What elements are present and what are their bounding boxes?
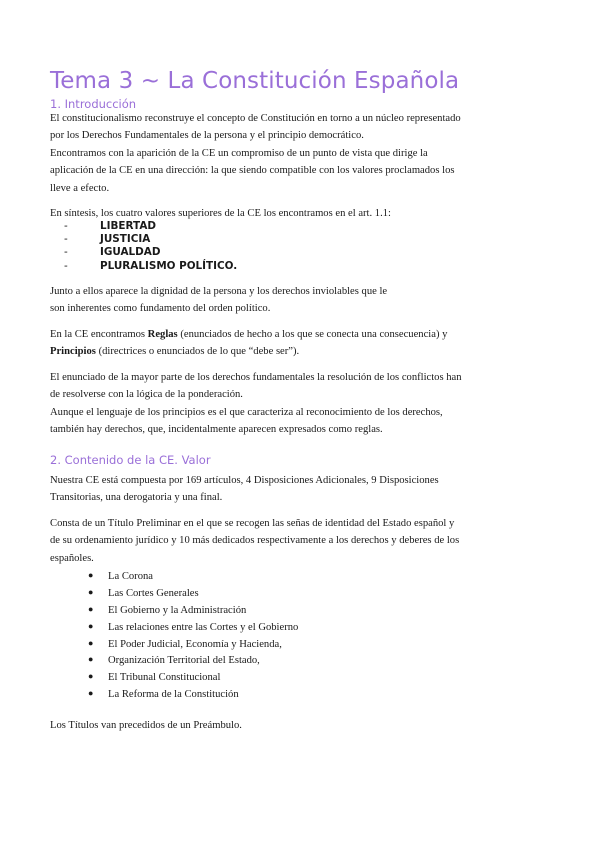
text-span: (enunciados de hecho a los que se conecta una consecuencia) y [177, 329, 448, 340]
list-item [88, 685, 298, 702]
list-item [88, 635, 298, 652]
paragraph-ponderacion [50, 369, 550, 439]
paragraph-dignidad [50, 283, 550, 318]
list-item-label: La Reforma de la Constitución [108, 689, 239, 701]
list-item [88, 601, 298, 618]
list-item [64, 260, 237, 273]
list-item-label: El Gobierno y la Administración [108, 604, 247, 616]
text-span: En la CE encontramos [50, 329, 148, 340]
list-item [88, 651, 298, 668]
bullet-marker: ● [88, 637, 94, 648]
text-line: lleve a efecto. [50, 182, 110, 194]
text-line: españoles. [50, 552, 94, 564]
text-span: (directrices o enunciados de lo que “debe ser”). [95, 346, 300, 358]
bold-term-reglas: Reglas [147, 329, 178, 340]
dash-marker: - [64, 233, 68, 246]
list-item-label: Las relaciones entre las Cortes y el Gobierno [108, 621, 299, 633]
bullet-marker: ● [88, 603, 94, 614]
list-item-label: Organización Territorial del Estado, [108, 655, 260, 667]
list-item-label: La Corona [108, 571, 154, 582]
bullet-marker: ● [88, 620, 94, 631]
dash-marker: - [64, 246, 68, 259]
text-line: Nuestra CE está compuesta por 169 artículos, 4 Disposiciones Adicionales, 9 Disposiciones [50, 475, 439, 486]
bold-term-principios: Principios [50, 346, 96, 358]
list-item [88, 668, 298, 685]
text-line: Encontramos con la aparición de la CE un compromiso de un punto de vista que dirige la [50, 147, 428, 159]
paragraph-composicion [50, 472, 550, 507]
bullet-marker: ● [88, 586, 94, 597]
list-item [88, 584, 298, 601]
list-item-label: PLURALISMO POLÍTICO. [100, 259, 238, 272]
text-line: de resolverse con la lógica de la ponderación. [50, 389, 243, 401]
list-item-label: LIBERTAD [100, 220, 156, 232]
paragraph-intro [50, 110, 550, 197]
text-line: también hay derechos, que, incidentalmente aparecen expresados como reglas. [50, 424, 383, 436]
bullet-marker: ● [88, 688, 94, 699]
titles-list [88, 567, 298, 702]
bullet-marker: ● [88, 654, 94, 665]
text-line: Consta de un Título Preliminar en el que se recogen las señas de identidad del Estado español y [50, 518, 455, 529]
dash-marker: - [64, 259, 68, 272]
section-heading-introduccion: 1. Introducción [50, 97, 137, 111]
list-item [88, 567, 298, 584]
text-line: Aunque el lenguaje de los principios es el que caracteriza al reconocimiento de los derechos, [50, 406, 443, 418]
list-item [88, 618, 298, 635]
paragraph-titulo-preliminar [50, 515, 550, 567]
list-item [64, 220, 237, 233]
paragraph-sintesis: En síntesis, los cuatro valores superiores de la CE los encontramos en el art. 1.1: [50, 208, 391, 219]
list-item-label: El Tribunal Constitucional [108, 672, 221, 684]
list-item-label: IGUALDAD [100, 246, 161, 259]
bullet-marker: ● [88, 570, 94, 580]
list-item [64, 246, 237, 259]
bullet-marker: ● [88, 671, 94, 682]
text-line: de su ordenamiento jurídico y 10 más dedicados respectivamente a los derechos y deberes de los [50, 535, 460, 547]
paragraph-preambulo: Los Títulos van precedidos de un Preámbulo. [50, 720, 242, 731]
page-title: Tema 3 ~ La Constitución Española [50, 68, 460, 94]
list-item-label: JUSTICIA [100, 233, 151, 246]
text-line [50, 326, 550, 343]
list-item [64, 233, 237, 246]
text-line: aplicación de la CE en una dirección: la que siendo compatible con los valores proclamados los [50, 165, 455, 177]
text-line: Transitorias, una derogatoria y una final. [50, 492, 223, 504]
paragraph-reglas-principios [50, 326, 550, 361]
list-item-label: El Poder Judicial, Economía y Hacienda, [108, 638, 282, 650]
text-line: El constitucionalismo reconstruye el concepto de Constitución en torno a un núcleo representado [50, 113, 461, 124]
text-line [50, 343, 550, 360]
list-item-label: Las Cortes Generales [108, 587, 199, 599]
dash-marker: - [64, 220, 68, 232]
text-line: Junto a ellos aparece la dignidad de la persona y los derechos inviolables que le [50, 286, 388, 297]
text-line: son inherentes como fundamento del orden político. [50, 303, 271, 315]
text-line: por los Derechos Fundamentales de la persona y el principio democrático. [50, 130, 364, 142]
section-heading-contenido: 2. Contenido de la CE. Valor [50, 453, 211, 467]
text-line: El enunciado de la mayor parte de los derechos fundamentales la resolución de los conflictos han [50, 372, 462, 383]
values-list [64, 220, 237, 273]
